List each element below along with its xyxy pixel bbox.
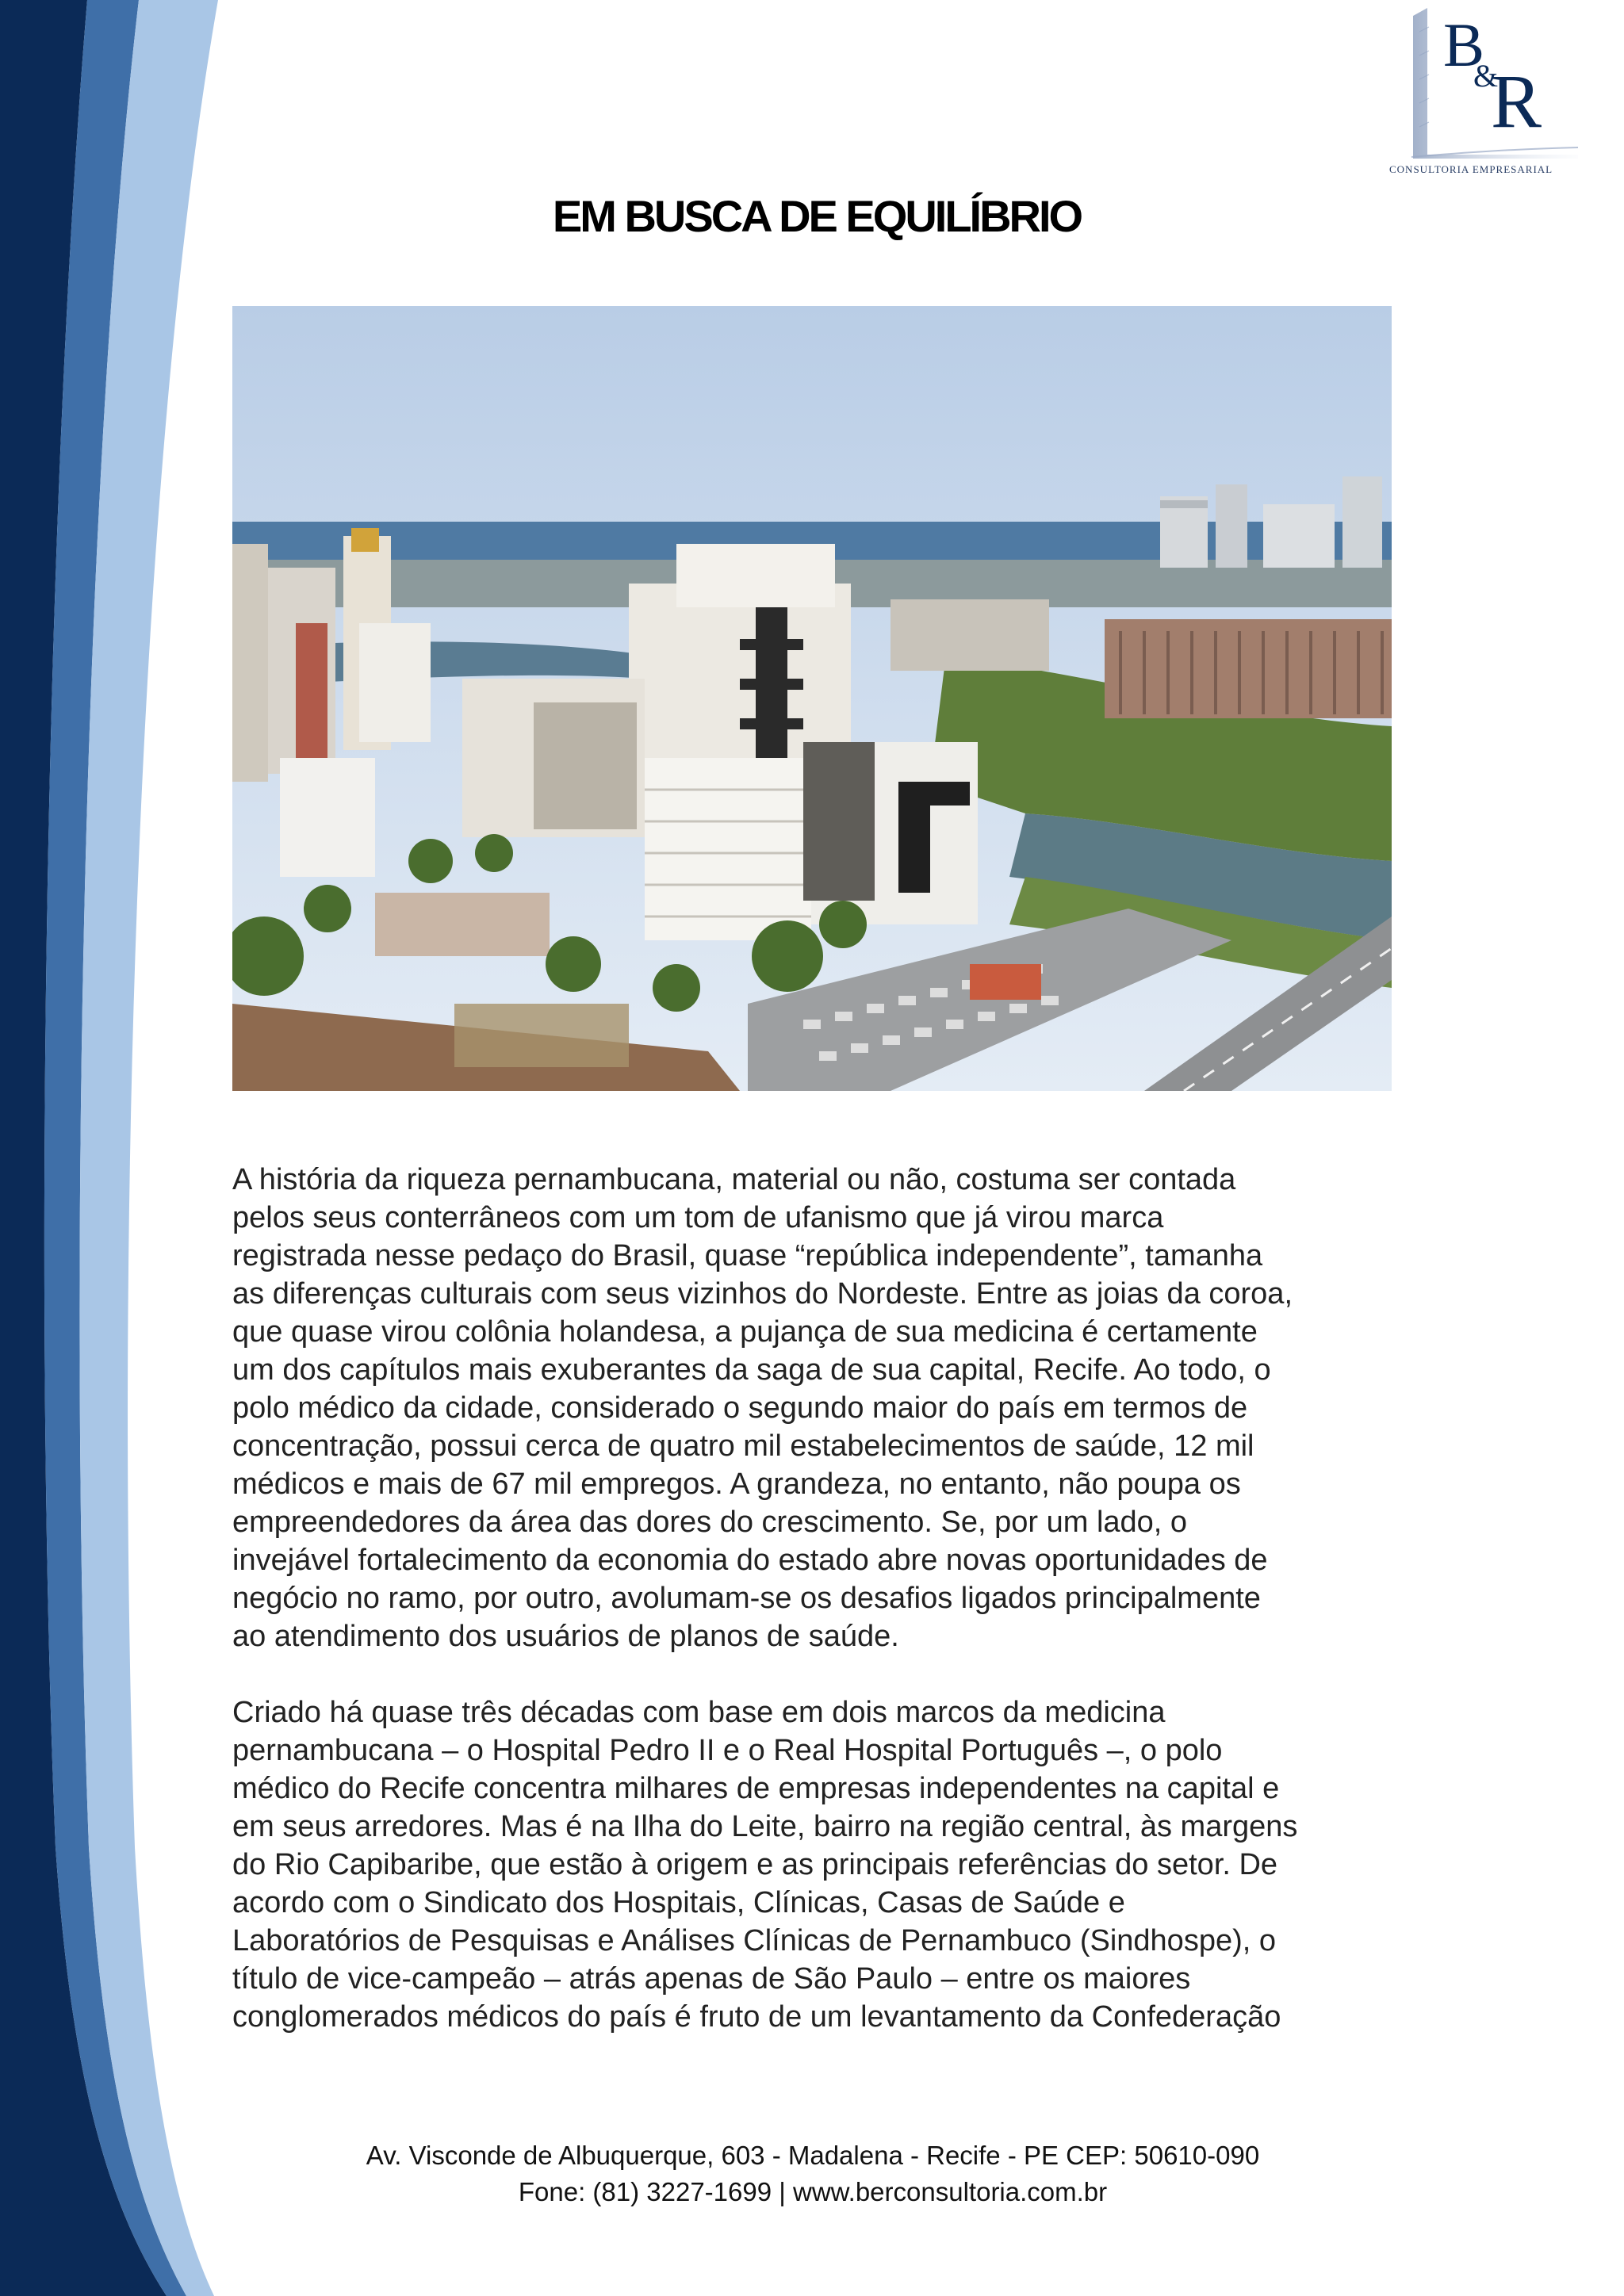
footer-address: Av. Visconde de Albuquerque, 603 - Madalena - Recife - PE CEP: 50610-090 (366, 2141, 1260, 2170)
logo-letter-r: R (1491, 59, 1542, 144)
footer-contact: Fone: (81) 3227-1699 | www.berconsultoria.com.br (518, 2177, 1108, 2206)
article-body (232, 1161, 1398, 2074)
paragraph-1: A história da riqueza pernambucana, material ou não, costuma ser contada pelos seus conterrâneos com um tom de ufanismo que já virou marca registrada nesse pedaço do Brasil, quase “república independente”, tamanha as diferenças culturais com seus vizinhos do Nordeste. Entre as joias da coroa, que quase virou colônia holandesa, a pujança de sua medicina é certamente um dos capítulos mais exuberantes da saga de sua capital, Recife. Ao todo, o polo médico da cidade, considerado o segundo maior do país em termos de concentração, possui cerca de quatro mil estabelecimentos de saúde, 12 mil médicos e mais de 67 mil empregos. A grandeza, no entanto, não poupa os empreendedores da área das dores do crescimento. Se, por um lado, o invejável fortalecimento da economia do estado abre novas oportunidades de negócio no ramo, por outro, avolumam-se os desafios ligados principalmente ao atendimento dos usuários de planos de saúde. (232, 1163, 1293, 1653)
city-photo-icon (232, 306, 1392, 1091)
page-title: EM BUSCA DE EQUILÍBRIO (552, 191, 1082, 241)
logo-letter-b: B (1443, 10, 1485, 79)
company-logo (1380, 0, 1578, 190)
logo-tagline: CONSULTORIA EMPRESARIAL (1389, 163, 1553, 175)
paragraph-2: Criado há quase três décadas com base em dois marcos da medicina pernambucana – o Hospital Pedro II e o Real Hospital Português –, o polo médico do Recife concentra milhares de empresas independentes na capital e em seus arredores. Mas é na Ilha do Leite, bairro na região central, às margens do Rio Capibaribe, que estão à origem e as principais referências do setor. De acordo com o Sindicato dos Hospitais, Clínicas, Casas de Saúde e Laboratórios de Pesquisas e Análises Clínicas de Pernambuco (Sindhospe), o título de vice-campeão – atrás apenas de São Paulo – entre os maiores conglomerados médicos do país é fruto de um levantamento da Confederação (232, 1696, 1298, 2034)
logo-ampersand: & (1473, 58, 1499, 94)
page-footer (238, 2137, 1388, 2210)
